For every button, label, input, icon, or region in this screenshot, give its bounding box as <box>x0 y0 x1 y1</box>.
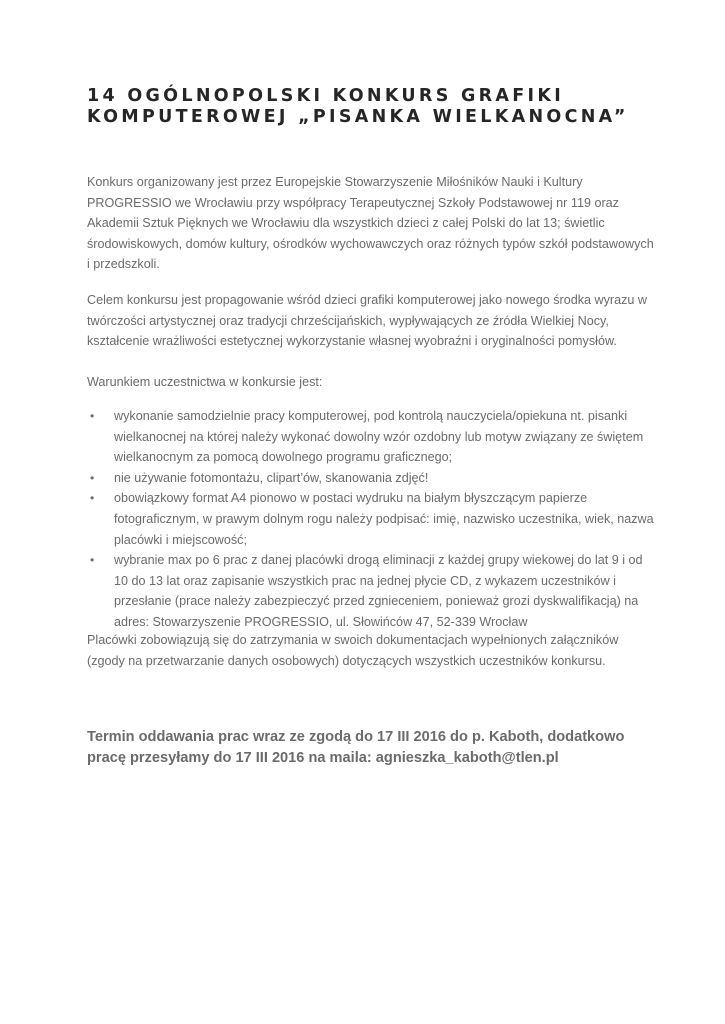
text-line: wybranie max po 6 prac z danej placówki drogą eliminacji z każdej grupy wiekowej do lat 9 i od <box>114 553 643 568</box>
text-line: 10 do 13 lat oraz zapisanie wszystkich prac na jednej płycie CD, z wykazem uczestników i <box>114 573 616 588</box>
bullet-icon: • <box>90 553 95 568</box>
conditions-list <box>87 406 654 633</box>
text-line: przesłanie (prace należy zabezpieczyć przed zgnieceniem, ponieważ grozi dyskwalifikacją) na <box>114 594 639 609</box>
text-line: wielkanocnym za pomocą dowolnego programu graficznego; <box>114 450 453 465</box>
title-line: 14 OGÓLNOPOLSKI KONKURS GRAFIKI <box>87 86 565 106</box>
text-line: Placówki zobowiązują się do zatrzymania w swoich dokumentacjach wypełnionych załączników <box>87 633 619 647</box>
text-line: wykonanie samodzielnie pracy komputerowej, pod kontrolą nauczyciela/opiekuna nt. pisanki <box>114 409 628 423</box>
text-line: adres: Stowarzyszenie PROGRESSIO, ul. Słowińców 47, 52-339 Wrocław <box>114 614 528 629</box>
text-line: wielkanocnej na której należy wykonać dowolny wzór ozdobny lub motyw związany ze świętem <box>114 429 644 444</box>
obligation-paragraph <box>87 630 647 671</box>
text-line: Akademii Sztuk Pięknych we Wrocławiu dla wszystkich dzieci z całej Polski do lat 13; świetlic <box>87 216 605 231</box>
text-line: PROGRESSIO we Wrocławiu przy współpracy Terapeutycznej Szkoły Podstawowej nr 119 oraz <box>87 195 619 210</box>
bullet-icon: • <box>90 491 95 506</box>
title-line: KOMPUTEROWEJ „PISANKA WIELKANOCNA” <box>87 107 629 127</box>
text-line: Termin oddawania prac wraz ze zgodą do 17 III 2016 do p. Kaboth, dodatkowo <box>87 729 625 745</box>
bullet-icon: • <box>90 470 95 485</box>
text-line: twórczości artystycznej oraz tradycji chrześcijańskich, wypływających ze źródła Wielkiej Nocy, <box>87 313 609 328</box>
text-line: nie używanie fotomontażu, clipart’ów, skanowania zdjęć! <box>114 470 429 485</box>
bullet-icon: • <box>90 409 95 423</box>
intro-paragraph <box>87 172 654 275</box>
goal-paragraph <box>87 290 647 352</box>
list-item <box>87 550 647 632</box>
conditions-intro: Warunkiem uczestnictwa w konkursie jest: <box>87 375 323 389</box>
list-item <box>87 406 647 468</box>
document-title <box>87 86 687 128</box>
text-line: środowiskowych, domów kultury, ośrodków wychowawczych oraz różnych typów szkół podstawowych <box>87 236 654 251</box>
list-item <box>87 468 647 489</box>
text-line: i przedszkoli. <box>87 257 160 272</box>
text-line: kształcenie wrażliwości estetycznej wykorzystanie własnej wyobraźni i oryginalności pomysłów. <box>87 334 617 349</box>
text-line: fotograficznym, w prawym dolnym rogu należy podpisać: imię, nazwisko uczestnika, wiek, nazwa <box>114 511 654 526</box>
deadline-notice <box>87 727 687 768</box>
text-line: placówki i miejscowość; <box>114 532 247 547</box>
list-item <box>87 488 654 550</box>
text-line: Celem konkursu jest propagowanie wśród dzieci grafiki komputerowej jako nowego środka wyrazu w <box>87 293 647 307</box>
text-line: (zgody na przetwarzanie danych osobowych) dotyczących wszystkich uczestników konkursu. <box>87 653 606 668</box>
text-line: pracę przesyłamy do 17 III 2016 na maila: agnieszka_kaboth@tlen.pl <box>87 749 559 766</box>
text-line: Konkurs organizowany jest przez Europejskie Stowarzyszenie Miłośników Nauki i Kultury <box>87 175 583 189</box>
text-line: obowiązkowy format A4 pionowo w postaci wydruku na białym błyszczącym papierze <box>114 491 588 506</box>
